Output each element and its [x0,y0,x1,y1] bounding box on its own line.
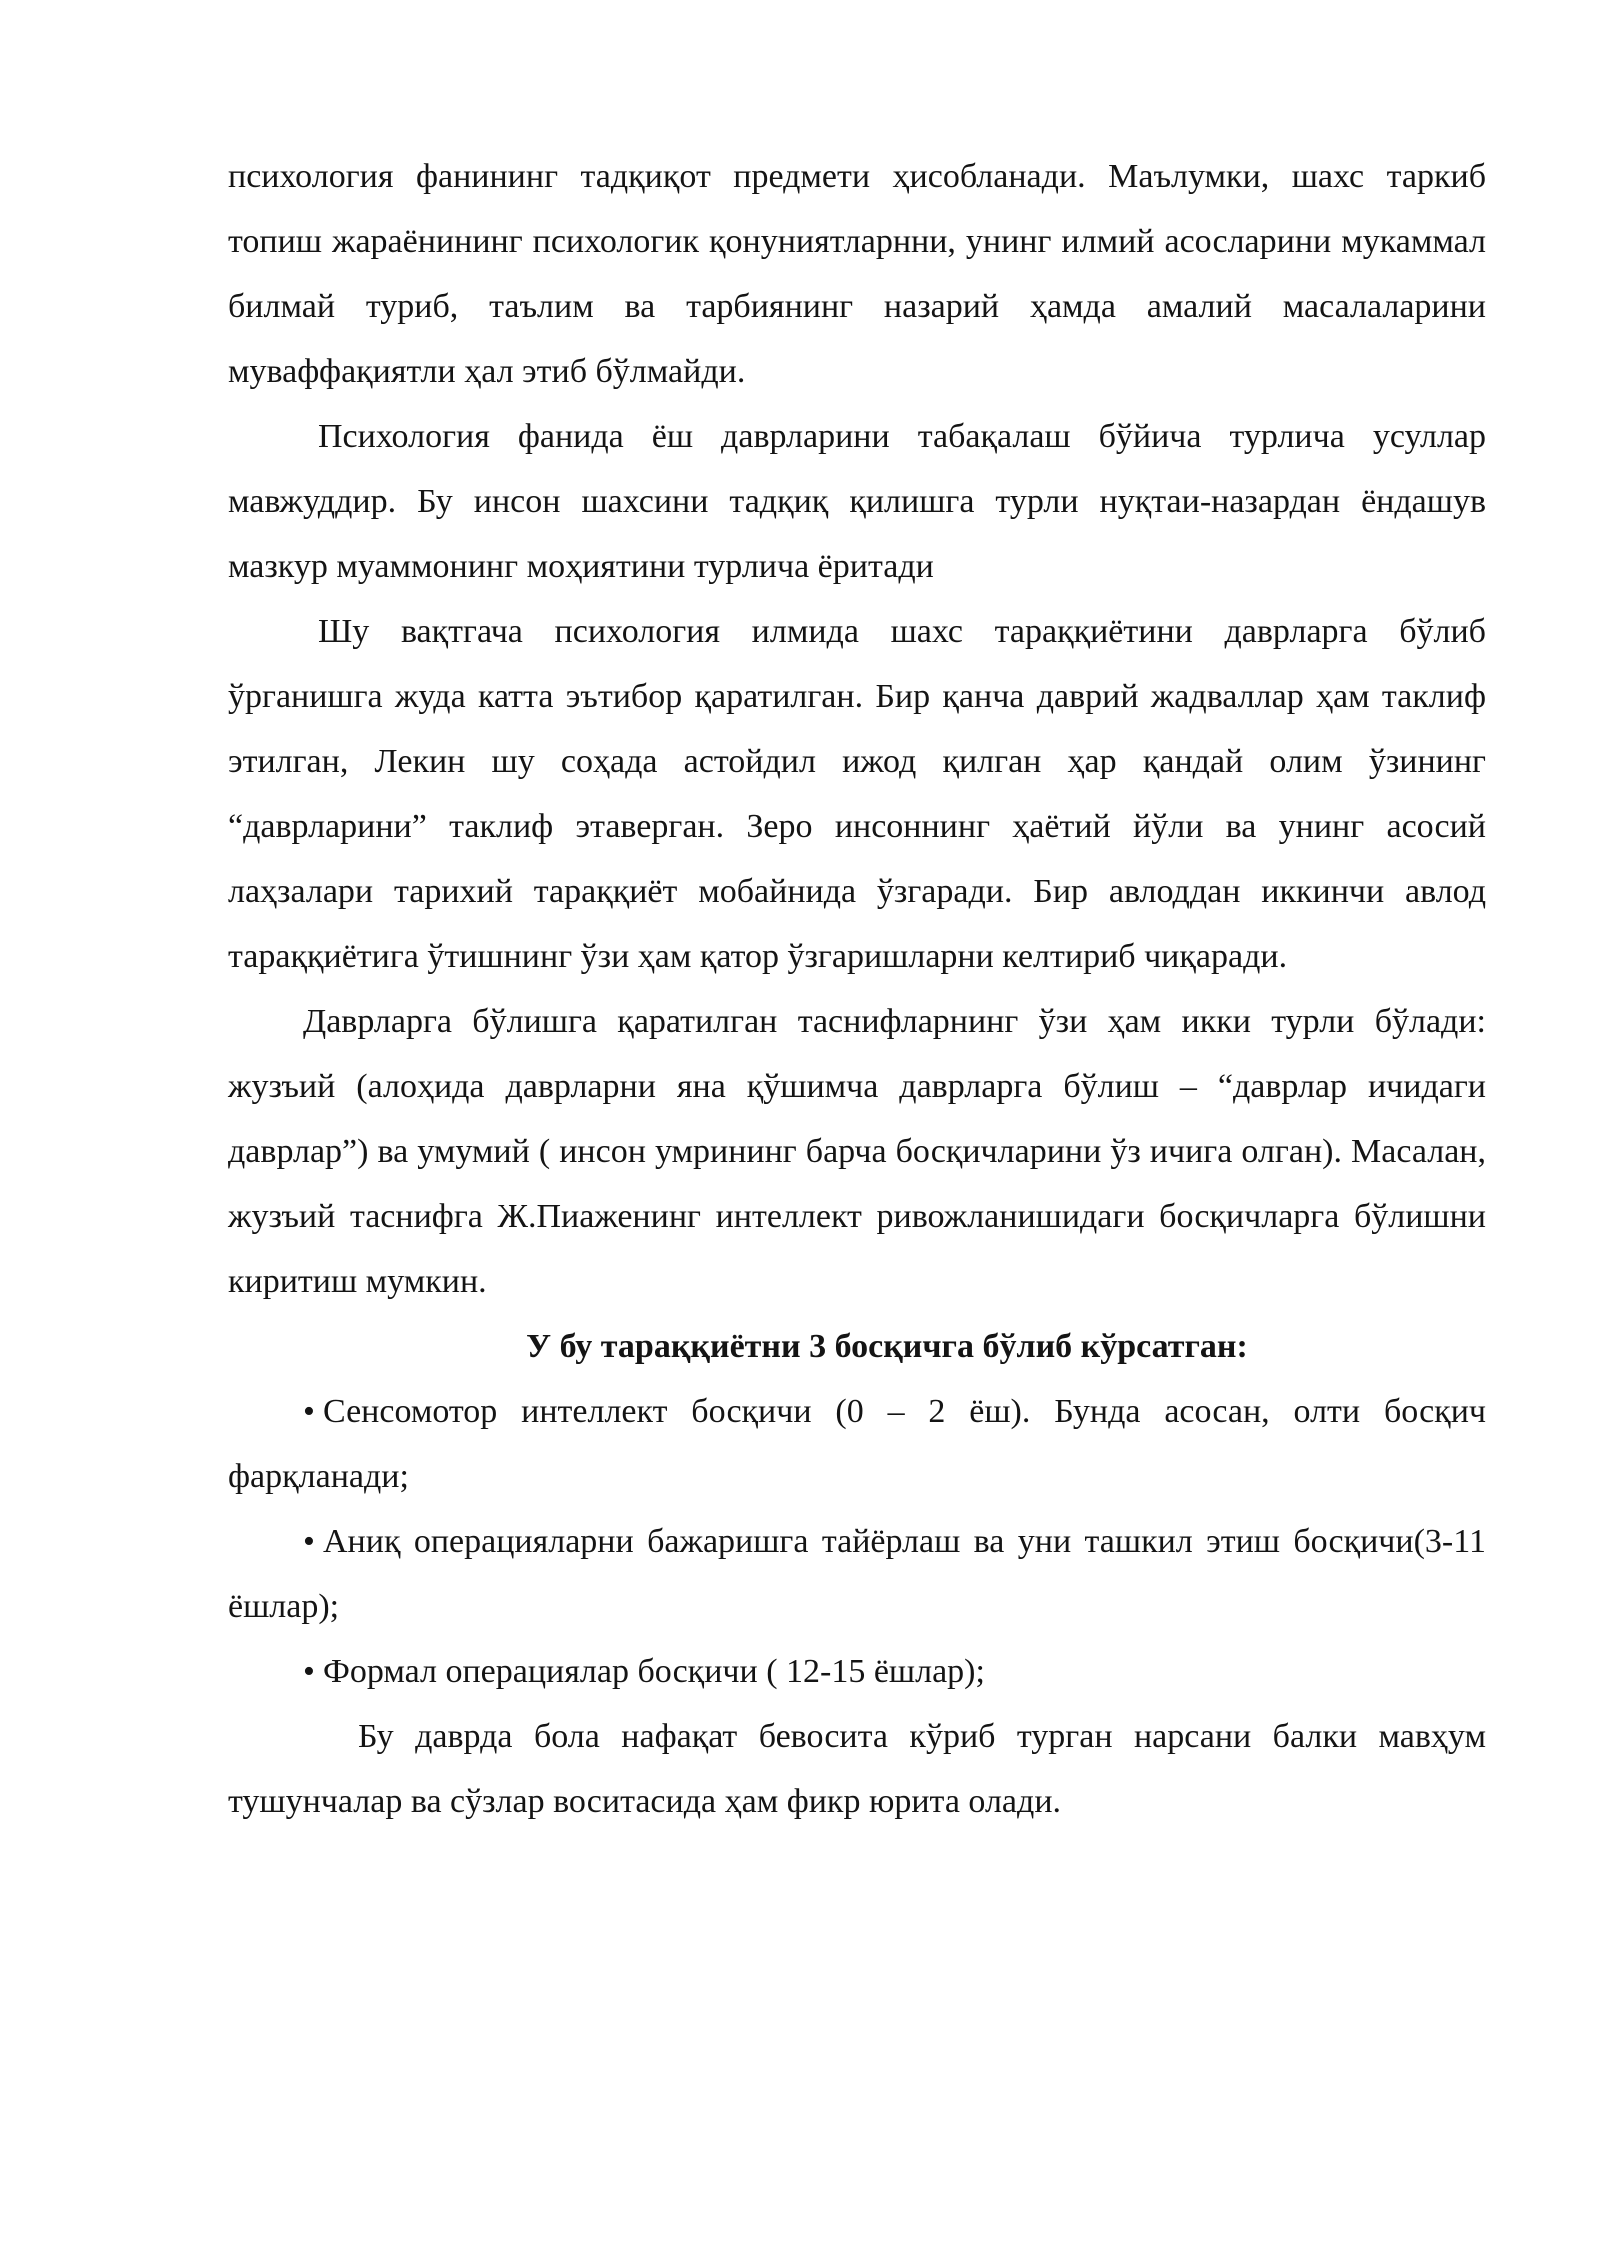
paragraph-classifications: Даврларга бўлишга қаратилган таснифларнинг ўзи ҳам икки турли бўлади: жузъий (алоҳида даврларни яна қўшимча даврларга бўлиш – “даврлар ичидаги даврлар”) ва умумий ( инсон умрининг барча босқичларини ўз ичига олган). Масалан, жузъий таснифга Ж.Пиаженинг интеллект ривожланишидаги босқичларга бўлишни киритиш мумкин. [228,1003,1486,1300]
paragraph-continuation: психология фанининг тадқиқот предмети ҳисобланади. Маълумки, шахс таркиб топиш жараёнининг психологик қонуниятларнни, унинг илмий асосларини мукаммал билмай туриб, таълим ва тарбиянинг назарий ҳамда амалий масалаларини муваффақиятли ҳал этиб бўлмайди. [228,158,1486,390]
list-item-text: Аниқ операцияларни бажаришга тайёрлаш ва уни ташкил этиш босқичи(3-11 ёшлар); [228,1523,1486,1625]
list-item [228,1509,1486,1639]
paragraph-age-periods: Психология фанида ёш даврларини табақалаш бўйича турлича усуллар мавжуддир. Бу инсон шахсини тадқиқ қилишга турли нуқтаи-назардан ёндашув мазкур муаммонинг моҳиятини турлича ёритади [228,418,1486,585]
list-item [228,1379,1486,1509]
bullet-icon: • [303,1393,315,1430]
list-item-text: Формал операциялар босқичи ( 12-15 ёшлар); [323,1653,985,1690]
paragraph-periodization: Шу вақтгача психология илмида шахс тараққиётини даврларга бўлиб ўрганишга жуда катта эътибор қаратилган. Бир қанча даврий жадваллар ҳам таклиф этилган, Лекин шу соҳада астойдил ижод қилган ҳар қандай олим ўзининг “даврларини” таклиф этаверган. Зеро инсоннинг ҳаётий йўли ва унинг асосий лаҳзалари тарихий тараққиёт мобайнида ўзгаради. Бир авлоддан иккинчи авлод тараққиётига ўтишнинг ўзи ҳам қатор ўзгаришларни келтириб чиқаради. [228,613,1486,975]
stages-list [228,1379,1486,1704]
bullet-icon: • [303,1653,315,1690]
bullet-icon: • [303,1523,315,1560]
list-item [228,1639,1486,1704]
list-item-text: Сенсомотор интеллект босқичи (0 – 2 ёш). Бунда асосан, олти босқич фарқланади; [228,1393,1486,1495]
paragraph-closing: Бу даврда бола нафақат бевосита кўриб турган нарсани балки мавҳум тушунчалар ва сўзлар воситасида ҳам фикр юрита олади. [228,1718,1486,1820]
section-heading: У бу тараққиётни 3 босқичга бўлиб кўрсатган: [526,1328,1248,1365]
document-page [228,144,1486,1834]
